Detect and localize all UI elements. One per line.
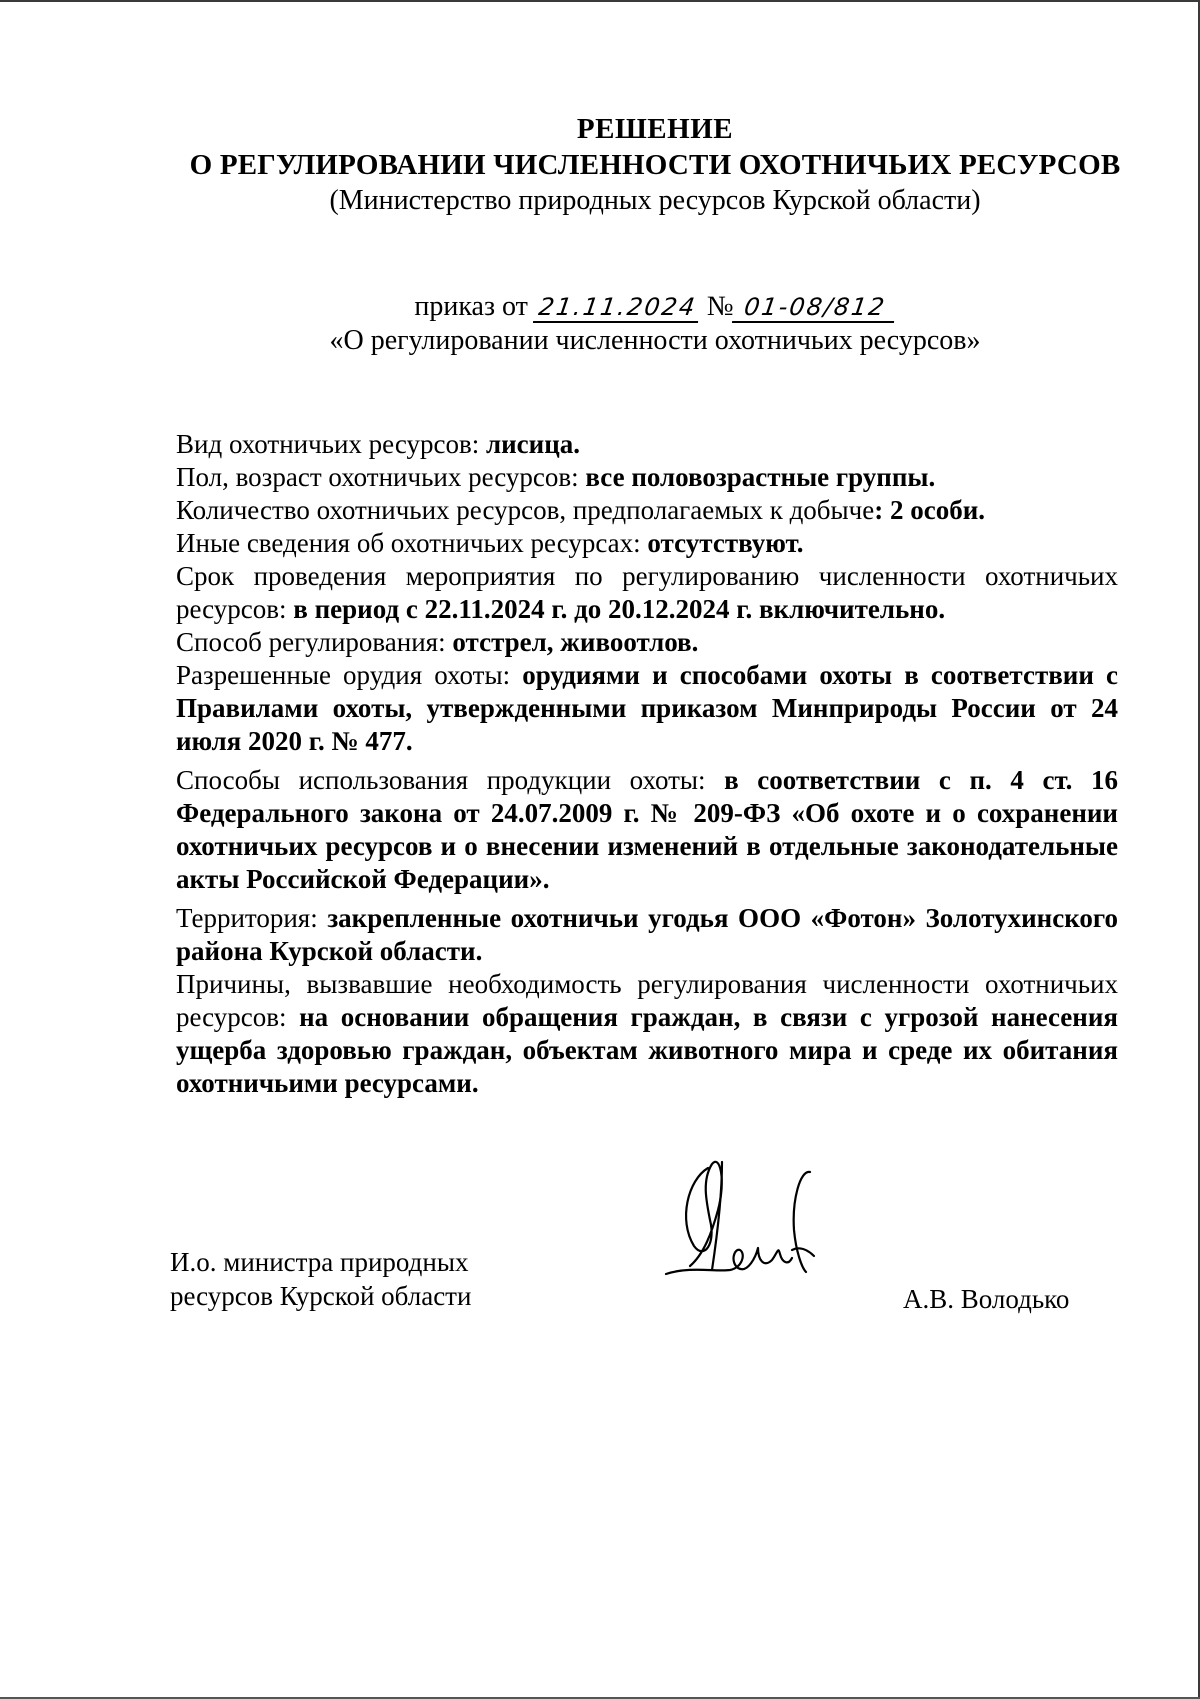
issuing-authority: (Министерство природных ресурсов Курской области) [329,185,981,216]
field-reasons-value: на основании обращения граждан, в связи с угрозой нанесения ущерба здоровью граждан, объектам животного мира и среде их обитания охотничьими ресурсами. [176,1002,1118,1098]
field-other-value: отсутствуют. [647,528,804,558]
signer-position-line-1: И.о. министра природных [170,1247,469,1277]
document-header [0,112,1200,218]
field-other-label: Иные сведения об охотничьих ресурсах: [176,528,641,558]
field-species [176,428,1118,461]
field-method [176,626,1118,659]
field-sex-age-value: все половозрастные группы. [585,462,936,492]
field-quantity [176,494,1118,527]
signature-stroke [686,1162,722,1266]
field-reasons-label: Причины, вызвавшие необходимость регулирования численности охотничьих ресурсов: [176,969,1118,1032]
field-tools-label: Разрешенные орудия охоты: [176,660,511,690]
field-species-label: Вид охотничьих ресурсов: [176,429,480,459]
field-reasons [176,968,1118,1100]
field-sex-age-label: Пол, возраст охотничьих ресурсов: [176,462,579,492]
signature-stroke [794,1172,810,1272]
field-period-label: Срок проведения мероприятия по регулированию численности охотничьих ресурсов: [176,561,1118,624]
field-usage-label: Способы использования продукции охоты: [176,765,706,795]
field-sex-age [176,461,1118,494]
field-usage [176,764,1118,896]
field-territory-label: Территория: [176,903,318,933]
field-usage-value: в соответствии с п. 4 ст. 16 Федерального закона от 24.07.2009 г. № 209-ФЗ «Об охоте и о сохранении охотничьих ресурсов и о внесении изменений в отдельные законодательные акты Российской Федерации». [176,765,1119,894]
signer-name: А.В. Володько [903,1284,1070,1314]
order-line [0,290,1200,324]
field-species-value: лисица. [485,429,581,459]
field-territory [176,902,1118,968]
field-tools-value: орудиями и способами охоты в соответствии с Правилами охоты, утвержденными приказом Минприроды России от 24 июля 2020 г. № 477. [176,660,1118,756]
field-tools [176,659,1118,758]
order-number-sign: № [706,291,734,322]
order-title: «О регулировании численности охотничьих ресурсов» [329,325,981,356]
order-prefix: приказ от [414,291,528,322]
order-number-handwritten: 01-08/812 [732,293,898,323]
signature-stroke [792,1248,814,1256]
field-period-value: в период с 22.11.2024 г. до 20.12.2024 г. включительно. [293,594,946,624]
order-reference [0,290,1200,358]
field-period [176,560,1118,626]
field-other [176,527,1118,560]
field-quantity-label: Количество охотничьих ресурсов, предполагаемых к добыче [176,495,875,525]
field-territory-value: закрепленные охотничьи угодья ООО «Фотон» Золотухинского района Курской области. [176,903,1119,966]
document-title: РЕШЕНИЕ [576,113,734,145]
scan-edge-top [0,0,1200,2]
signer-position [170,1245,471,1313]
field-method-label: Способ регулирования: [176,627,446,657]
field-method-value: отстрел, живоотлов. [452,627,699,657]
handwritten-signature [660,1150,840,1290]
order-date-handwritten: 21.11.2024 [533,293,702,323]
document-subject: О РЕГУЛИРОВАНИИ ЧИСЛЕННОСТИ ОХОТНИЧЬИХ РЕСУРСОВ [189,149,1121,181]
document-body [176,428,1118,1100]
signature-stroke [666,1248,792,1274]
signer-position-line-2: ресурсов Курской области [170,1281,472,1311]
field-quantity-value: : 2 особи. [874,495,986,525]
